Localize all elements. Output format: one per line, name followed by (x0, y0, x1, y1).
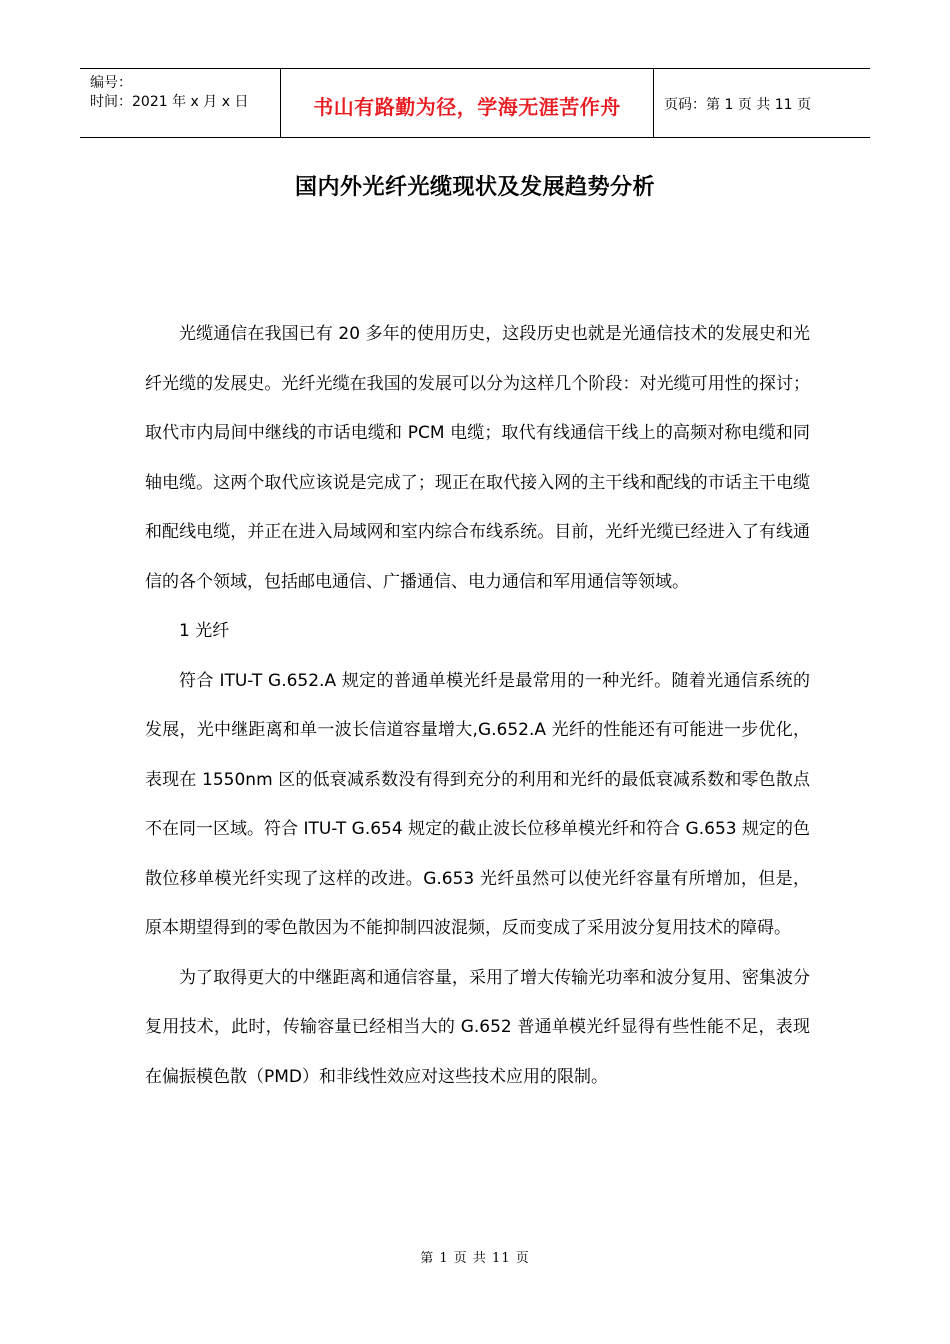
document-title: 国内外光纤光缆现状及发展趋势分析 (294, 175, 655, 200)
header-info-cell (80, 69, 281, 137)
page-header (80, 68, 870, 138)
document-date-label: 时间：2021 年 x 月 x 日 (90, 94, 249, 110)
page-footer: 第 1 页 共 11 页 (420, 1251, 530, 1266)
header-motto: 书山有路勤为径，学海无涯苦作舟 (313, 95, 621, 119)
header-page-label: 页码：第 1 页 共 11 页 (664, 97, 811, 113)
paragraph-capacity: 为了取得更大的中继距离和通信容量，采用了增大传输光功率和波分复用、密集波分复用技术，此时，传输容量已经相当大的 G.652 普通单模光纤显得有些性能不足，表现在偏振模色散（PMD）和非线性效应对这些技术应用的限制。 (145, 967, 810, 1087)
header-page-cell (654, 69, 870, 137)
document-code-label: 编号： (90, 75, 132, 91)
section-heading-fiber: 1 光纤 (179, 621, 230, 641)
paragraph-g652: 符合 ITU-T G.652.A 规定的普通单模光纤是最常用的一种光纤。随着光通信系统的发展，光中继距离和单一波长信道容量增大,G.652.A 光纤的性能还有可能进一步优化，表现在 1550nm 区的低衰减系数没有得到充分的利用和光纤的最低衰减系数和零色散点不在同一区域。符合 ITU-T G.654 规定的截止波长位移单模光纤和符合 G.653 规定的色散位移单模光纤实现了这样的改进。G.653 光纤虽然可以使光纤容量有所增加，但是，原本期望得到的零色散因为不能抑制四波混频，反而变成了采用波分复用技术的障碍。 (145, 670, 810, 938)
paragraph-intro: 光缆通信在我国已有 20 多年的使用历史，这段历史也就是光通信技术的发展史和光纤光缆的发展史。光纤光缆在我国的发展可以分为这样几个阶段：对光缆可用性的探讨；取代市内局间中继线的市话电缆和 PCM 电缆；取代有线通信干线上的高频对称电缆和同轴电缆。这两个取代应该说是完成了；现正在取代接入网的主干线和配线的市话主干电缆和配线电缆，并正在进入局域网和室内综合布线系统。目前，光纤光缆已经进入了有线通信的各个领域，包括邮电通信、广播通信、电力通信和军用通信等领域。 (145, 324, 810, 592)
header-motto-cell (281, 69, 654, 137)
document-body (145, 310, 810, 1102)
